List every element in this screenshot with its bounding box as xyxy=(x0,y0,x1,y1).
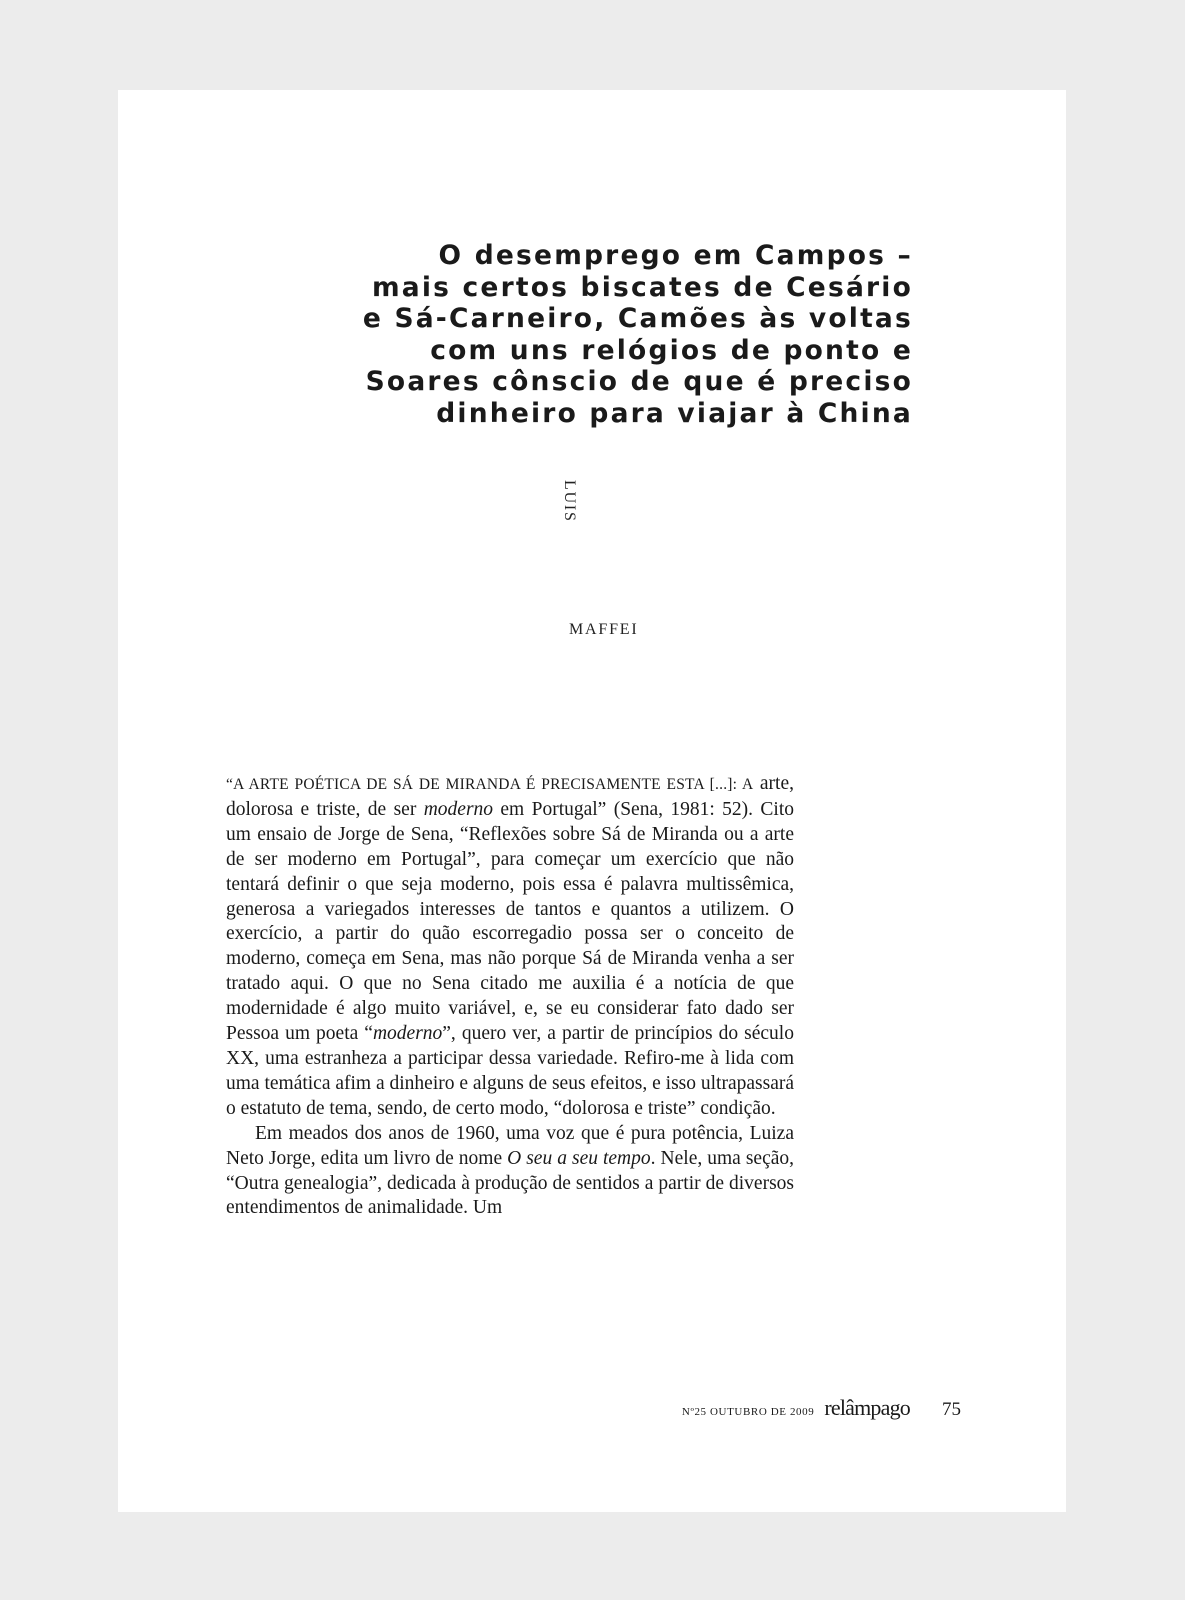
article-body xyxy=(226,772,794,1221)
title-line: O desemprego em Campos – xyxy=(438,240,913,271)
title-line: com uns relógios de ponto e xyxy=(430,334,913,366)
article-title xyxy=(278,240,913,429)
paragraph-text: Em meados dos anos de 1960, uma voz que é pura potência, Luiza Neto Jorge, edita um livro de nome xyxy=(226,1122,794,1169)
running-footer xyxy=(118,1395,961,1421)
author-first-name: LUIS xyxy=(561,480,578,523)
title-line: Soares cônscio de que é preciso xyxy=(365,366,913,397)
page-number: 75 xyxy=(942,1399,961,1420)
journal-page xyxy=(118,90,1066,1512)
title-line: e Sá-Carneiro, Camões às voltas xyxy=(362,303,913,334)
paragraph-text: . Nele, uma seção, “Outra genealogia”, dedicada à produção de sentidos a partir de diversos entendimentos de animalidade. Um xyxy=(226,1147,795,1219)
body-paragraph xyxy=(226,772,794,1122)
paragraph-text: ”, quero ver, a partir de princípios do século XX, uma estranheza a participar dessa variedade. Refiro-me à lida com uma temática afim a dinheiro e alguns de seus efeitos, e isso ultrapassará o estatuto de tema, sendo, de certo modo, “dolorosa e triste” condição. xyxy=(226,1023,795,1119)
paragraph-text: arte, dolorosa e triste, de ser xyxy=(226,773,794,820)
paragraph-text: em Portugal” (Sena, 1981: 52). Cito um ensaio de Jorge de Sena, “Reflexões sobre Sá de Miranda ou a arte de ser moderno em Portugal”, para começar um exercício que não tentará definir o que seja moderno, pois essa é palavra multissêmica, generosa a variegados interesses de tantos e quantos a utilizem. O exercício, a partir do quão escorregadio possa ser o conceito de moderno, começa em Sena, mas não porque Sá de Miranda venha a ser tratado aqui. O que no Sena citado me auxilia é a notícia de que modernidade é algo muito variável, e, se eu considerar fato dado ser Pessoa um poeta “ xyxy=(226,798,794,1045)
italic-term: moderno xyxy=(372,1023,443,1045)
journal-name: relâmpago xyxy=(824,1395,910,1420)
issue-info: Nº25 OUTUBRO DE 2009 xyxy=(681,1406,815,1418)
italic-book-title: O seu a seu tempo xyxy=(507,1147,651,1169)
italic-term: moderno xyxy=(423,798,494,820)
title-line: mais certos biscates de Cesário xyxy=(371,271,913,303)
body-paragraph xyxy=(226,1122,794,1222)
title-line: dinheiro para viajar à China xyxy=(436,397,913,429)
author-last-name: MAFFEI xyxy=(569,621,639,638)
opening-small-caps: “A ARTE POÉTICA DE SÁ DE MIRANDA É PRECISAMENTE ESTA [...]: A xyxy=(226,776,754,793)
